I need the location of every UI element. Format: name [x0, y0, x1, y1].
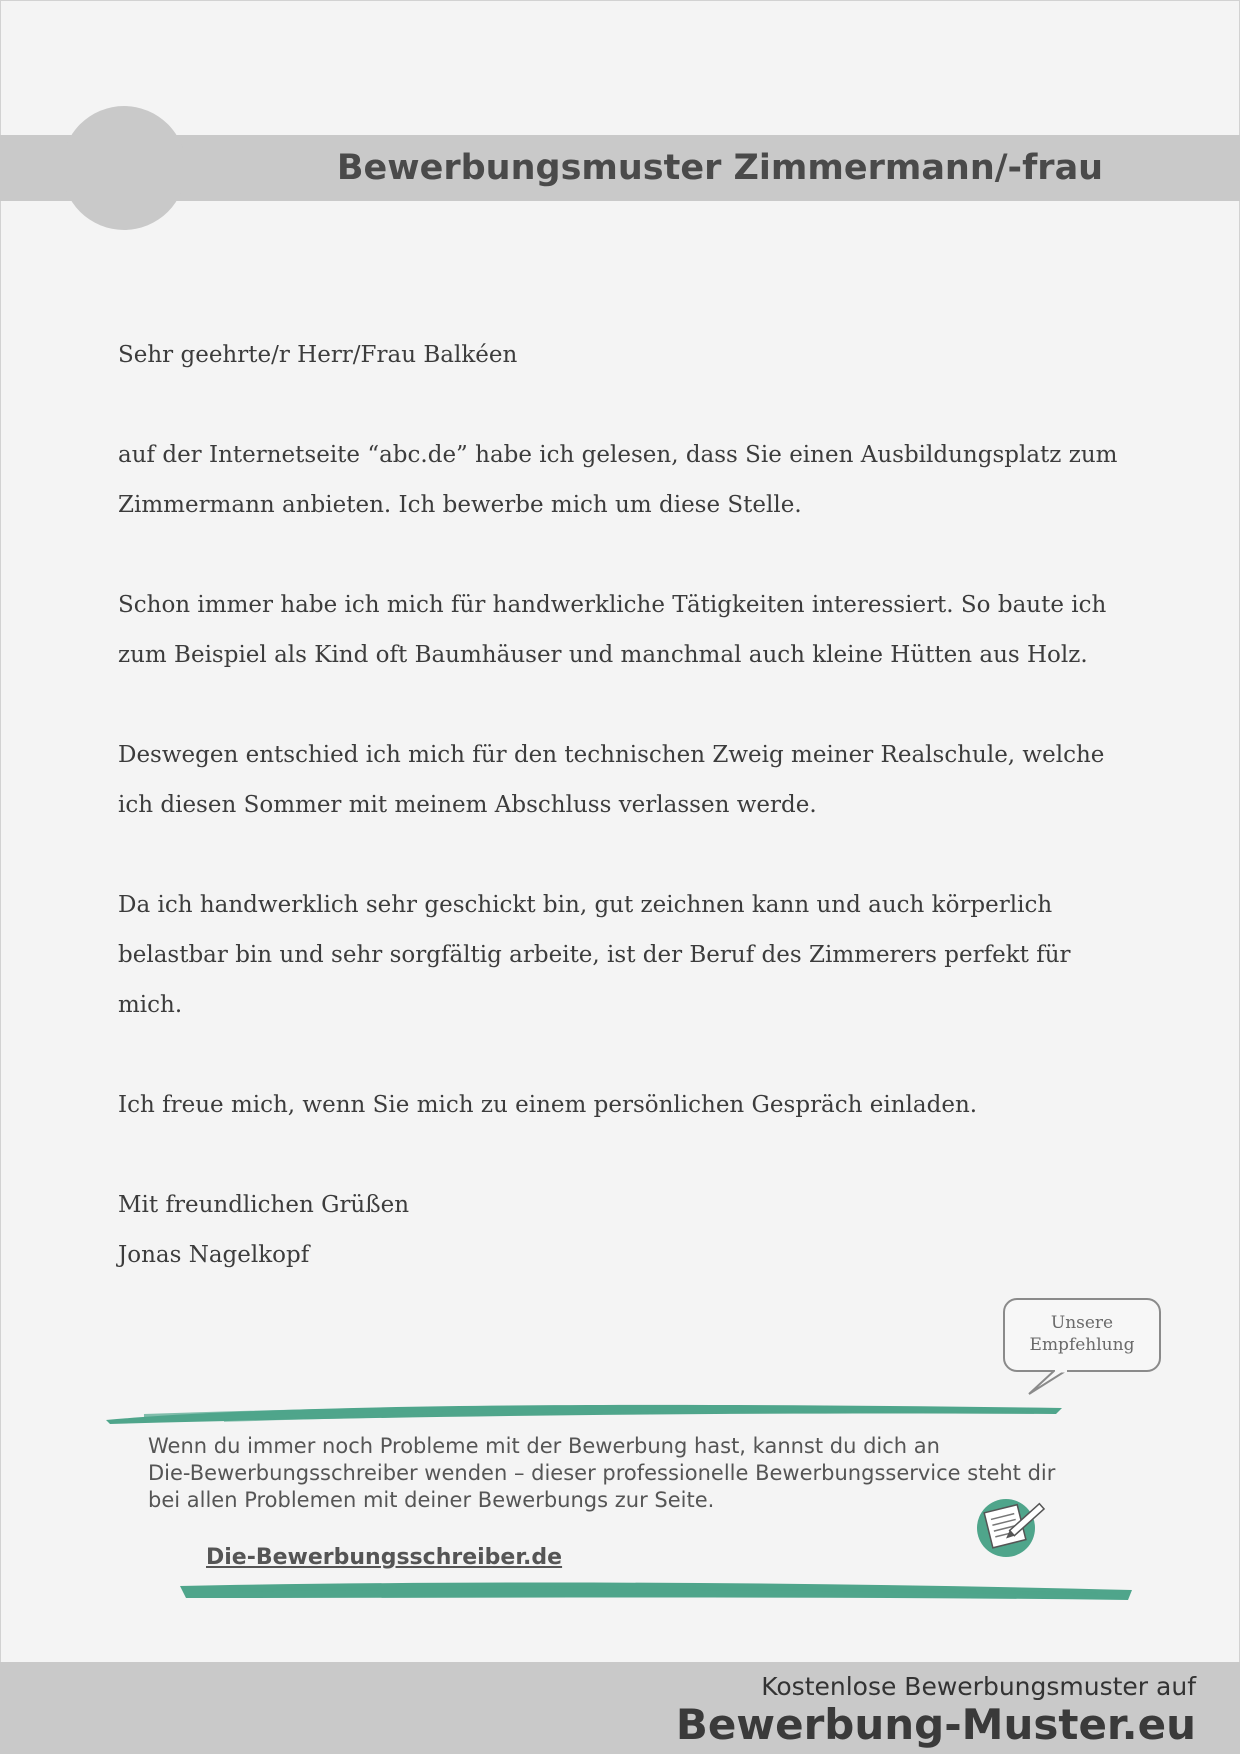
recommendation-line: Die-Bewerbungsschreiber wenden – dieser professionelle Bewerbungsservice steht dir	[148, 1461, 1056, 1485]
closing: Mit freundlichen Grüßen	[118, 1192, 410, 1218]
salutation: Sehr geehrte/r Herr/Frau Balkéen	[118, 342, 518, 368]
paragraph-line: mich.	[118, 992, 183, 1018]
bewerbungsschreiber-link[interactable]: Die-Bewerbungsschreiber.de	[206, 1545, 563, 1570]
paragraph-line: Ich freue mich, wenn Sie mich zu einem persönlichen Gespräch einladen.	[118, 1092, 978, 1118]
title-circle-decoration	[62, 106, 186, 230]
brush-stroke-bottom	[178, 1578, 1134, 1604]
paragraph-line: Zimmermann anbieten. Ich bewerbe mich um diese Stelle.	[118, 492, 802, 518]
paragraph-line: auf der Internetseite “abc.de” habe ich gelesen, dass Sie einen Ausbildungsplatz zum	[118, 442, 1118, 468]
footer-tagline: Kostenlose Bewerbungsmuster auf	[761, 1672, 1196, 1701]
recommendation-line: Wenn du immer noch Probleme mit der Bewerbung hast, kannst du dich an	[148, 1434, 940, 1458]
paragraph-line: Deswegen entschied ich mich für den technischen Zweig meiner Realschule, welche	[118, 742, 1105, 768]
bubble-tail	[1025, 1370, 1075, 1396]
paragraph-line: Schon immer habe ich mich für handwerkliche Tätigkeiten interessiert. So baute ich	[118, 592, 1107, 618]
footer-site-name: Bewerbung-Muster.eu	[675, 1700, 1196, 1749]
recommendation-bubble	[1003, 1298, 1161, 1372]
page-title: Bewerbungsmuster Zimmermann/-frau	[336, 148, 1104, 188]
paragraph-line: ich diesen Sommer mit meinem Abschluss verlassen werde.	[118, 792, 817, 818]
signature: Jonas Nagelkopf	[118, 1242, 310, 1268]
paragraph-line: Da ich handwerklich sehr geschickt bin, gut zeichnen kann und auch körperlich	[118, 892, 1053, 918]
document-pen-icon	[972, 1492, 1054, 1558]
bubble-line: Empfehlung	[1029, 1335, 1135, 1355]
paragraph-line: belastbar bin und sehr sorgfältig arbeite, ist der Beruf des Zimmerers perfekt für	[118, 942, 1071, 968]
letter-body	[118, 330, 1118, 1280]
bubble-line: Unsere	[1050, 1313, 1114, 1333]
brush-stroke-top	[104, 1398, 1064, 1426]
recommendation-text	[148, 1433, 1108, 1514]
recommendation-line: bei allen Problemen mit deiner Bewerbungs zur Seite.	[148, 1488, 715, 1512]
paragraph-line: zum Beispiel als Kind oft Baumhäuser und manchmal auch kleine Hütten aus Holz.	[118, 642, 1088, 668]
